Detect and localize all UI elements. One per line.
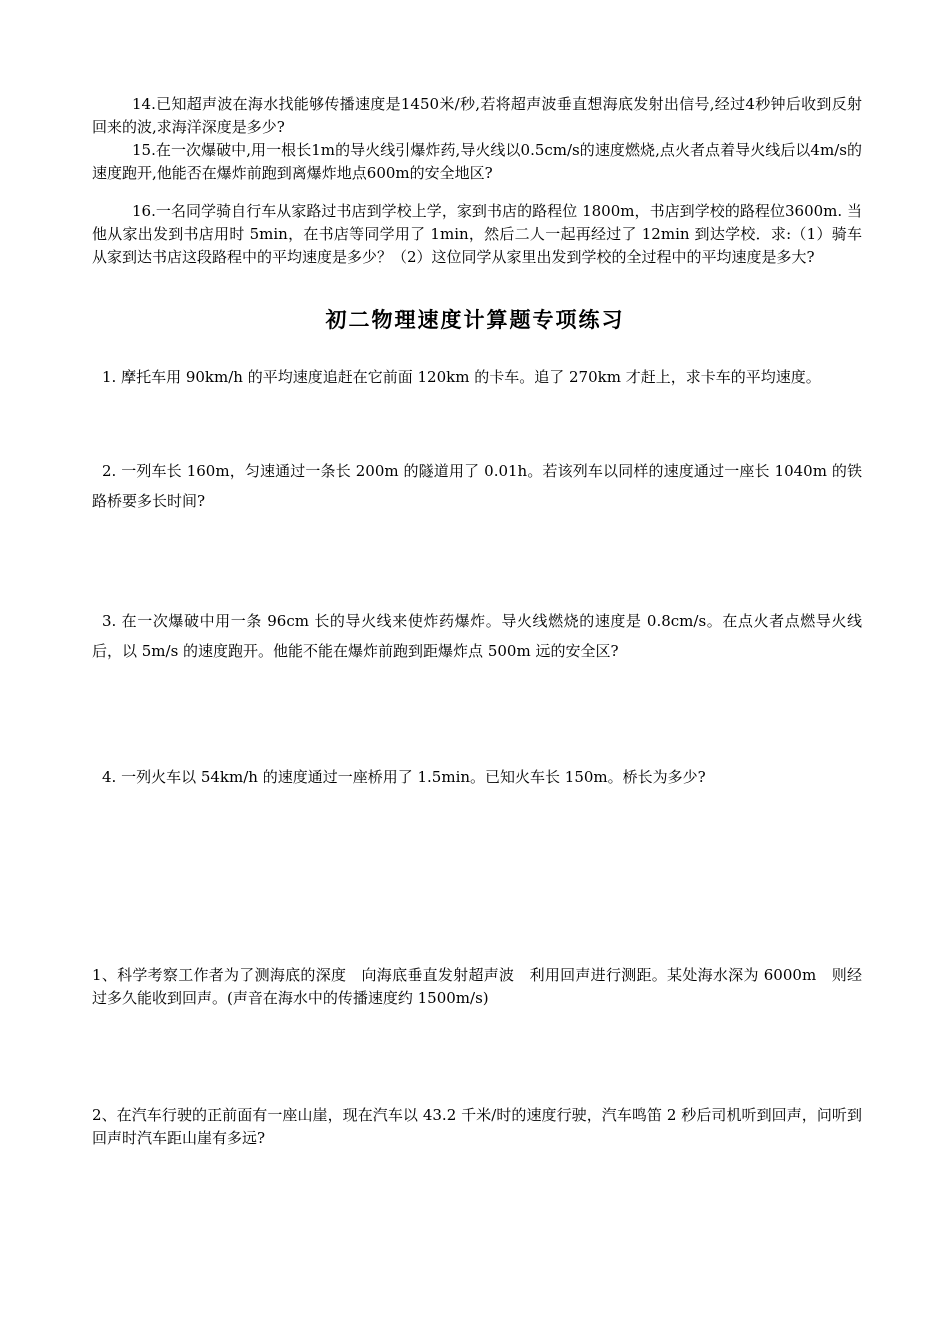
speed-problem-2: 2. 一列车长 160m，匀速通过一条长 200m 的隧道用了 0.01h。若该列车以同样的速度通过一座长 1040m 的铁路桥要多长时间?	[92, 462, 862, 510]
section-title: 初二物理速度计算题专项练习	[325, 308, 625, 332]
problem-14: 14.已知超声波在海水找能够传播速度是1450米/秒,若将超声波垂直想海底发射出信号,经过4秒钟后收到反射回来的波,求海洋深度是多少?	[92, 95, 862, 136]
speed-problem-4: 4. 一列火车以 54km/h 的速度通过一座桥用了 1.5min。已知火车长 150m。桥长为多少?	[102, 768, 706, 786]
echo-problem-1: 1、科学考察工作者为了测海底的深度 向海底垂直发射超声波 利用回声进行测距。某处海水深为 6000m 则经过多久能收到回声。(声音在海水中的传播速度约 1500m/s)	[92, 966, 862, 1007]
problem-15: 15.在一次爆破中,用一根长1m的导火线引爆炸药,导火线以0.5cm/s的速度燃烧,点火者点着导火线后以4m/s的速度跑开,他能否在爆炸前跑到离爆炸地点600m的安全地区?	[92, 141, 862, 182]
echo-problem-2: 2、在汽车行驶的正前面有一座山崖，现在汽车以 43.2 千米/时的速度行驶，汽车鸣笛 2 秒后司机听到回声，问听到回声时汽车距山崖有多远?	[92, 1106, 862, 1147]
problem-16: 16.一名同学骑自行车从家路过书店到学校上学，家到书店的路程位 1800m，书店到学校的路程位3600m. 当他从家出发到书店用时 5min，在书店等同学用了 1min，然后二人一起再经过了 12min 到达学校．求:（1）骑车从家到达书店这段路程中的平均速度是多少？（2）这位同学从家里出发到学校的全过程中的平均速度是多大?	[92, 202, 862, 266]
speed-problem-3: 3. 在一次爆破中用一条 96cm 长的导火线来使炸药爆炸。导火线燃烧的速度是 0.8cm/s。在点火者点燃导火线后，以 5m/s 的速度跑开。他能不能在爆炸前跑到距爆炸点 500m 远的安全区?	[92, 612, 862, 660]
speed-problem-1: 1. 摩托车用 90km/h 的平均速度追赶在它前面 120km 的卡车。追了 270km 才赶上，求卡车的平均速度。	[102, 368, 821, 386]
